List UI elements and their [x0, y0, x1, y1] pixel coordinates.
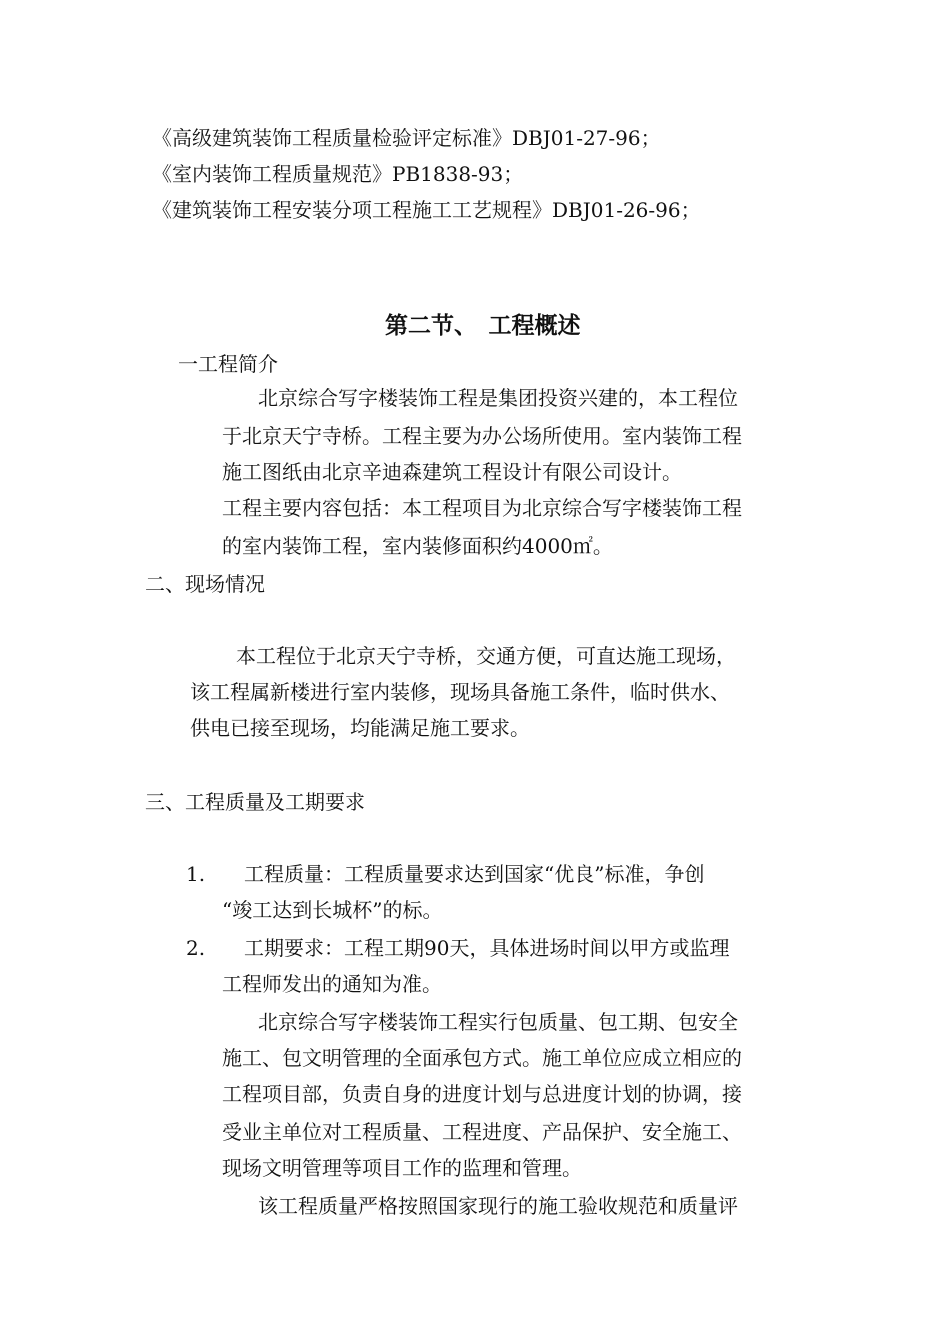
list-item-number: 1. [186, 862, 206, 886]
part2-heading: 二、现场情况 [145, 572, 265, 596]
part1-line: 北京综合写字楼装饰工程是集团投资兴建的，本工程位 [258, 386, 738, 410]
section-title: 第二节、 工程概述 [385, 313, 581, 339]
list-item-number: 2. [186, 936, 206, 960]
standard-item: 《建筑装饰工程安装分项工程施工工艺规程》DBJ01-26-96； [152, 198, 701, 222]
part3-paragraph-line: 北京综合写字楼装饰工程实行包质量、包工期、包安全 [258, 1010, 738, 1034]
part1-line: 施工图纸由北京辛迪森建筑工程设计有限公司设计。 [222, 460, 682, 484]
part1-line: 的室内装饰工程，室内装修面积约4000㎡。 [222, 534, 613, 558]
part3-paragraph-line: 现场文明管理等项目工作的监理和管理。 [222, 1156, 582, 1180]
list-item-line: 工期要求：工程工期90天，具体进场时间以甲方或监理 [244, 936, 730, 960]
part2-line: 该工程属新楼进行室内装修，现场具备施工条件，临时供水、 [190, 680, 730, 704]
part3-paragraph-line: 受业主单位对工程质量、工程进度、产品保护、安全施工、 [222, 1120, 742, 1144]
part1-line: 于北京天宁寺桥。工程主要为办公场所使用。室内装饰工程 [222, 424, 742, 448]
part3-paragraph-line: 工程项目部，负责自身的进度计划与总进度计划的协调，接 [222, 1082, 742, 1106]
part2-line: 供电已接至现场，均能满足施工要求。 [190, 716, 530, 740]
standard-item: 《室内装饰工程质量规范》PB1838-93； [152, 162, 524, 186]
part1-line: 工程主要内容包括：本工程项目为北京综合写字楼装饰工程 [222, 496, 742, 520]
standard-item: 《高级建筑装饰工程质量检验评定标准》DBJ01-27-96； [152, 126, 661, 150]
part3-paragraph-line: 该工程质量严格按照国家现行的施工验收规范和质量评 [258, 1194, 738, 1218]
part1-heading: 一工程简介 [178, 352, 278, 376]
list-item-line: “竣工达到长城杯”的标。 [222, 898, 443, 922]
list-item-line: 工程质量：工程质量要求达到国家“优良”标准，争创 [244, 862, 705, 886]
part3-heading: 三、工程质量及工期要求 [145, 790, 365, 814]
part3-paragraph-line: 施工、包文明管理的全面承包方式。施工单位应成立相应的 [222, 1046, 742, 1070]
part2-line: 本工程位于北京天宁寺桥，交通方便，可直达施工现场， [236, 644, 736, 668]
list-item-line: 工程师发出的通知为准。 [222, 972, 442, 996]
